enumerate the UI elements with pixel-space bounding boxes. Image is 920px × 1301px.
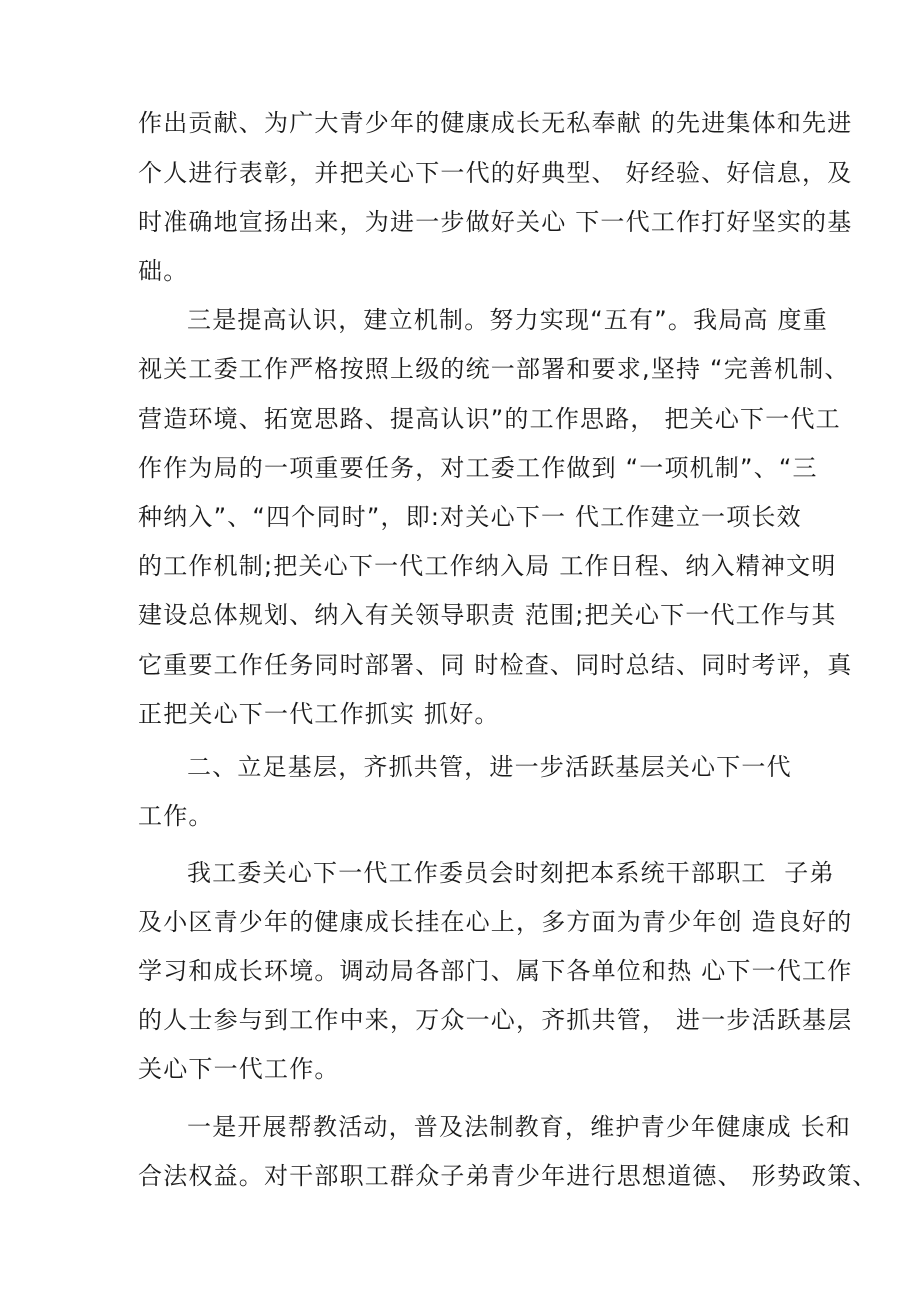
text-line: 作出贡献、为广大青少年的健康成长无私奉献 的先进集体和先进 (138, 109, 853, 137)
text-line: 关心下一代工作。 (138, 1055, 340, 1083)
text-line: 它重要工作任务同时部署、同 时检查、同时总结、同时考评，真 (138, 651, 853, 679)
text-line: 正把关心下一代工作抓实 抓好。 (138, 700, 500, 728)
text-line: 营造环境、拓宽思路、提高认识”的工作思路， 把关心下一代工 (138, 405, 841, 433)
text-line: 我工委关心下一代工作委员会时刻把本系统干部职工 子弟 (187, 859, 835, 887)
text-line: 及小区青少年的健康成长挂在心上，多方面为青少年创 造良好的 (138, 908, 853, 936)
text-line: 种纳入”、“四个同时”，即:对关心下一 代工作建立一项长效 (138, 503, 802, 531)
text-line: 时准确地宣扬出来，为进一步做好关心 下一代工作打好坚实的基 (138, 208, 853, 236)
text-line: 础。 (138, 257, 189, 285)
text-line: 建设总体规划、纳入有关领导职责 范围;把关心下一代工作与其 (138, 601, 837, 629)
text-line: 学习和成长环境。调动局各部门、属下各单位和热 心下一代工作 (138, 957, 853, 985)
text-line: 作作为局的一项重要任务，对工委工作做到 “一项机制”、“三 (138, 454, 818, 482)
text-line: 三是提高认识，建立机制。努力实现“五有”。我局高 度重 (187, 306, 828, 334)
section-heading: 工作。 (138, 802, 214, 830)
text-line: 合法权益。对干部职工群众子弟青少年进行思想道德、 形势政策、 (138, 1162, 878, 1190)
text-line: 视关工委工作严格按照上级的统一部署和要求,坚持 “完善机制、 (138, 355, 850, 383)
text-line: 的工作机制;把关心下一代工作纳入局 工作日程、纳入精神文明 (138, 552, 837, 580)
text-line: 的人士参与到工作中来，万众一心，齐抓共管， 进一步活跃基层 (138, 1006, 853, 1034)
text-line: 一是开展帮教活动，普及法制教育，维护青少年健康成 长和 (187, 1113, 852, 1141)
section-heading: 二、立足基层，齐抓共管，进一步活跃基层关心下一代 (187, 753, 792, 781)
text-line: 个人进行表彰，并把关心下一代的好典型、 好经验、好信息，及 (138, 159, 853, 187)
